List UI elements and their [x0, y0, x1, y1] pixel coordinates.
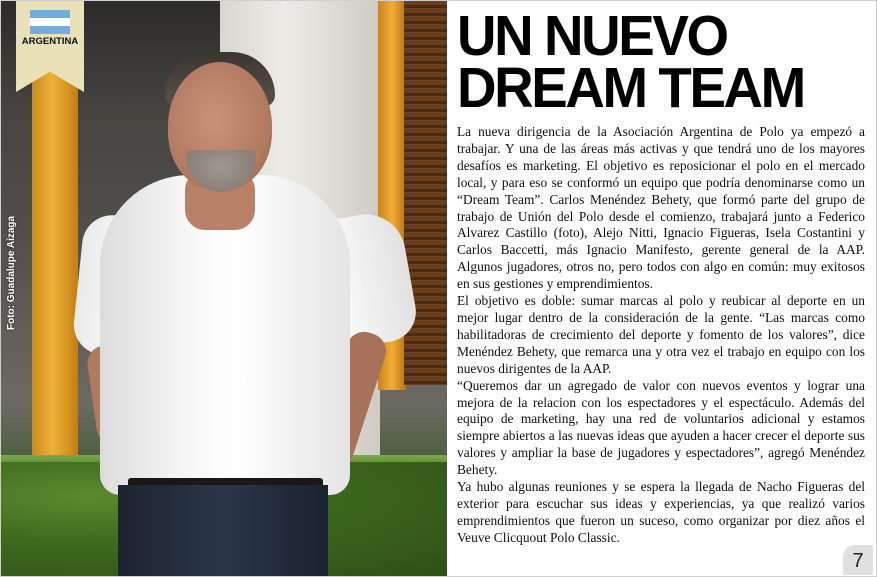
- headline: [457, 4, 849, 120]
- headline-line-2: DREAM TEAM: [457, 56, 804, 120]
- photo-pillar-left: [32, 60, 78, 460]
- flag-band-top: [30, 10, 70, 18]
- paragraph-1: La nueva dirigencia de la Asociación Argentina de Polo ya empezó a trabajar. Y una de las áreas más activas y que tendrá uno de los mayores desafíos es marketing. El objetivo es reposicionar el polo en el mercado local, y para eso se conformó un equipo que podría denominarse como un “Dream Team”. Carlos Menéndez Behety, que formó parte del grupo de trabajo de Unión del Polo desde el comienzo, trabajará junto a Federico Alvarez Castillo (foto), Alejo Nitti, Ignacio Figueras, Isela Costantini y Carlos Baccetti, más Ignacio Manifesto, gerente general de la AAP. Algunos jugadores, otros no, pero todos con algo en común: muy exitosos en sus gestiones y emprendimientos.: [457, 124, 865, 292]
- paragraph-2: El objetivo es doble: sumar marcas al polo y reubicar al deporte en un mejor lugar dentro de la consideración de la gente. “Las marcas como habilitadoras de crecimiento del deporte y fomento de los valores”, dice Menéndez Behety, que remarca una y otra vez el trabajo en equipo con los nuevos dirigentes de la AAP.: [457, 293, 865, 376]
- article-body: [457, 124, 865, 547]
- photo-credit: Foto: Guadalupe Aizaga: [6, 215, 17, 330]
- article: [447, 0, 877, 577]
- paragraph-3: “Queremos dar un agregado de valor con nuevos eventos y lograr una mejora de la relacion con los espectadores y el espectáculo. Además del equipo de marketing, hay una red de voluntarios adicional y estamos siempre abiertos a las nuevas ideas que ayuden a hacer crecer el deporte sus valores y ampliar la base de jugadores y espectadores”, agregó Menéndez Behety.: [457, 377, 865, 478]
- country-ribbon: [16, 0, 84, 92]
- headline-line-1: UN NUEVO: [457, 4, 727, 68]
- flag-band-middle: [30, 18, 70, 26]
- person-jeans: [118, 485, 328, 577]
- flag-band-bottom: [30, 26, 70, 34]
- country-label: ARGENTINA: [21, 36, 79, 47]
- page-number: 7: [843, 545, 873, 575]
- paragraph-4: Ya hubo algunas reuniones y se espera la llegada de Nacho Figueras del exterior para escuchar sus ideas y experiencias, ya que realizó varios emprendimientos que fueron un suceso, como organizar por diez años el Veuve Clicquout Polo Classic.: [457, 479, 865, 545]
- argentina-flag-icon: [30, 10, 70, 34]
